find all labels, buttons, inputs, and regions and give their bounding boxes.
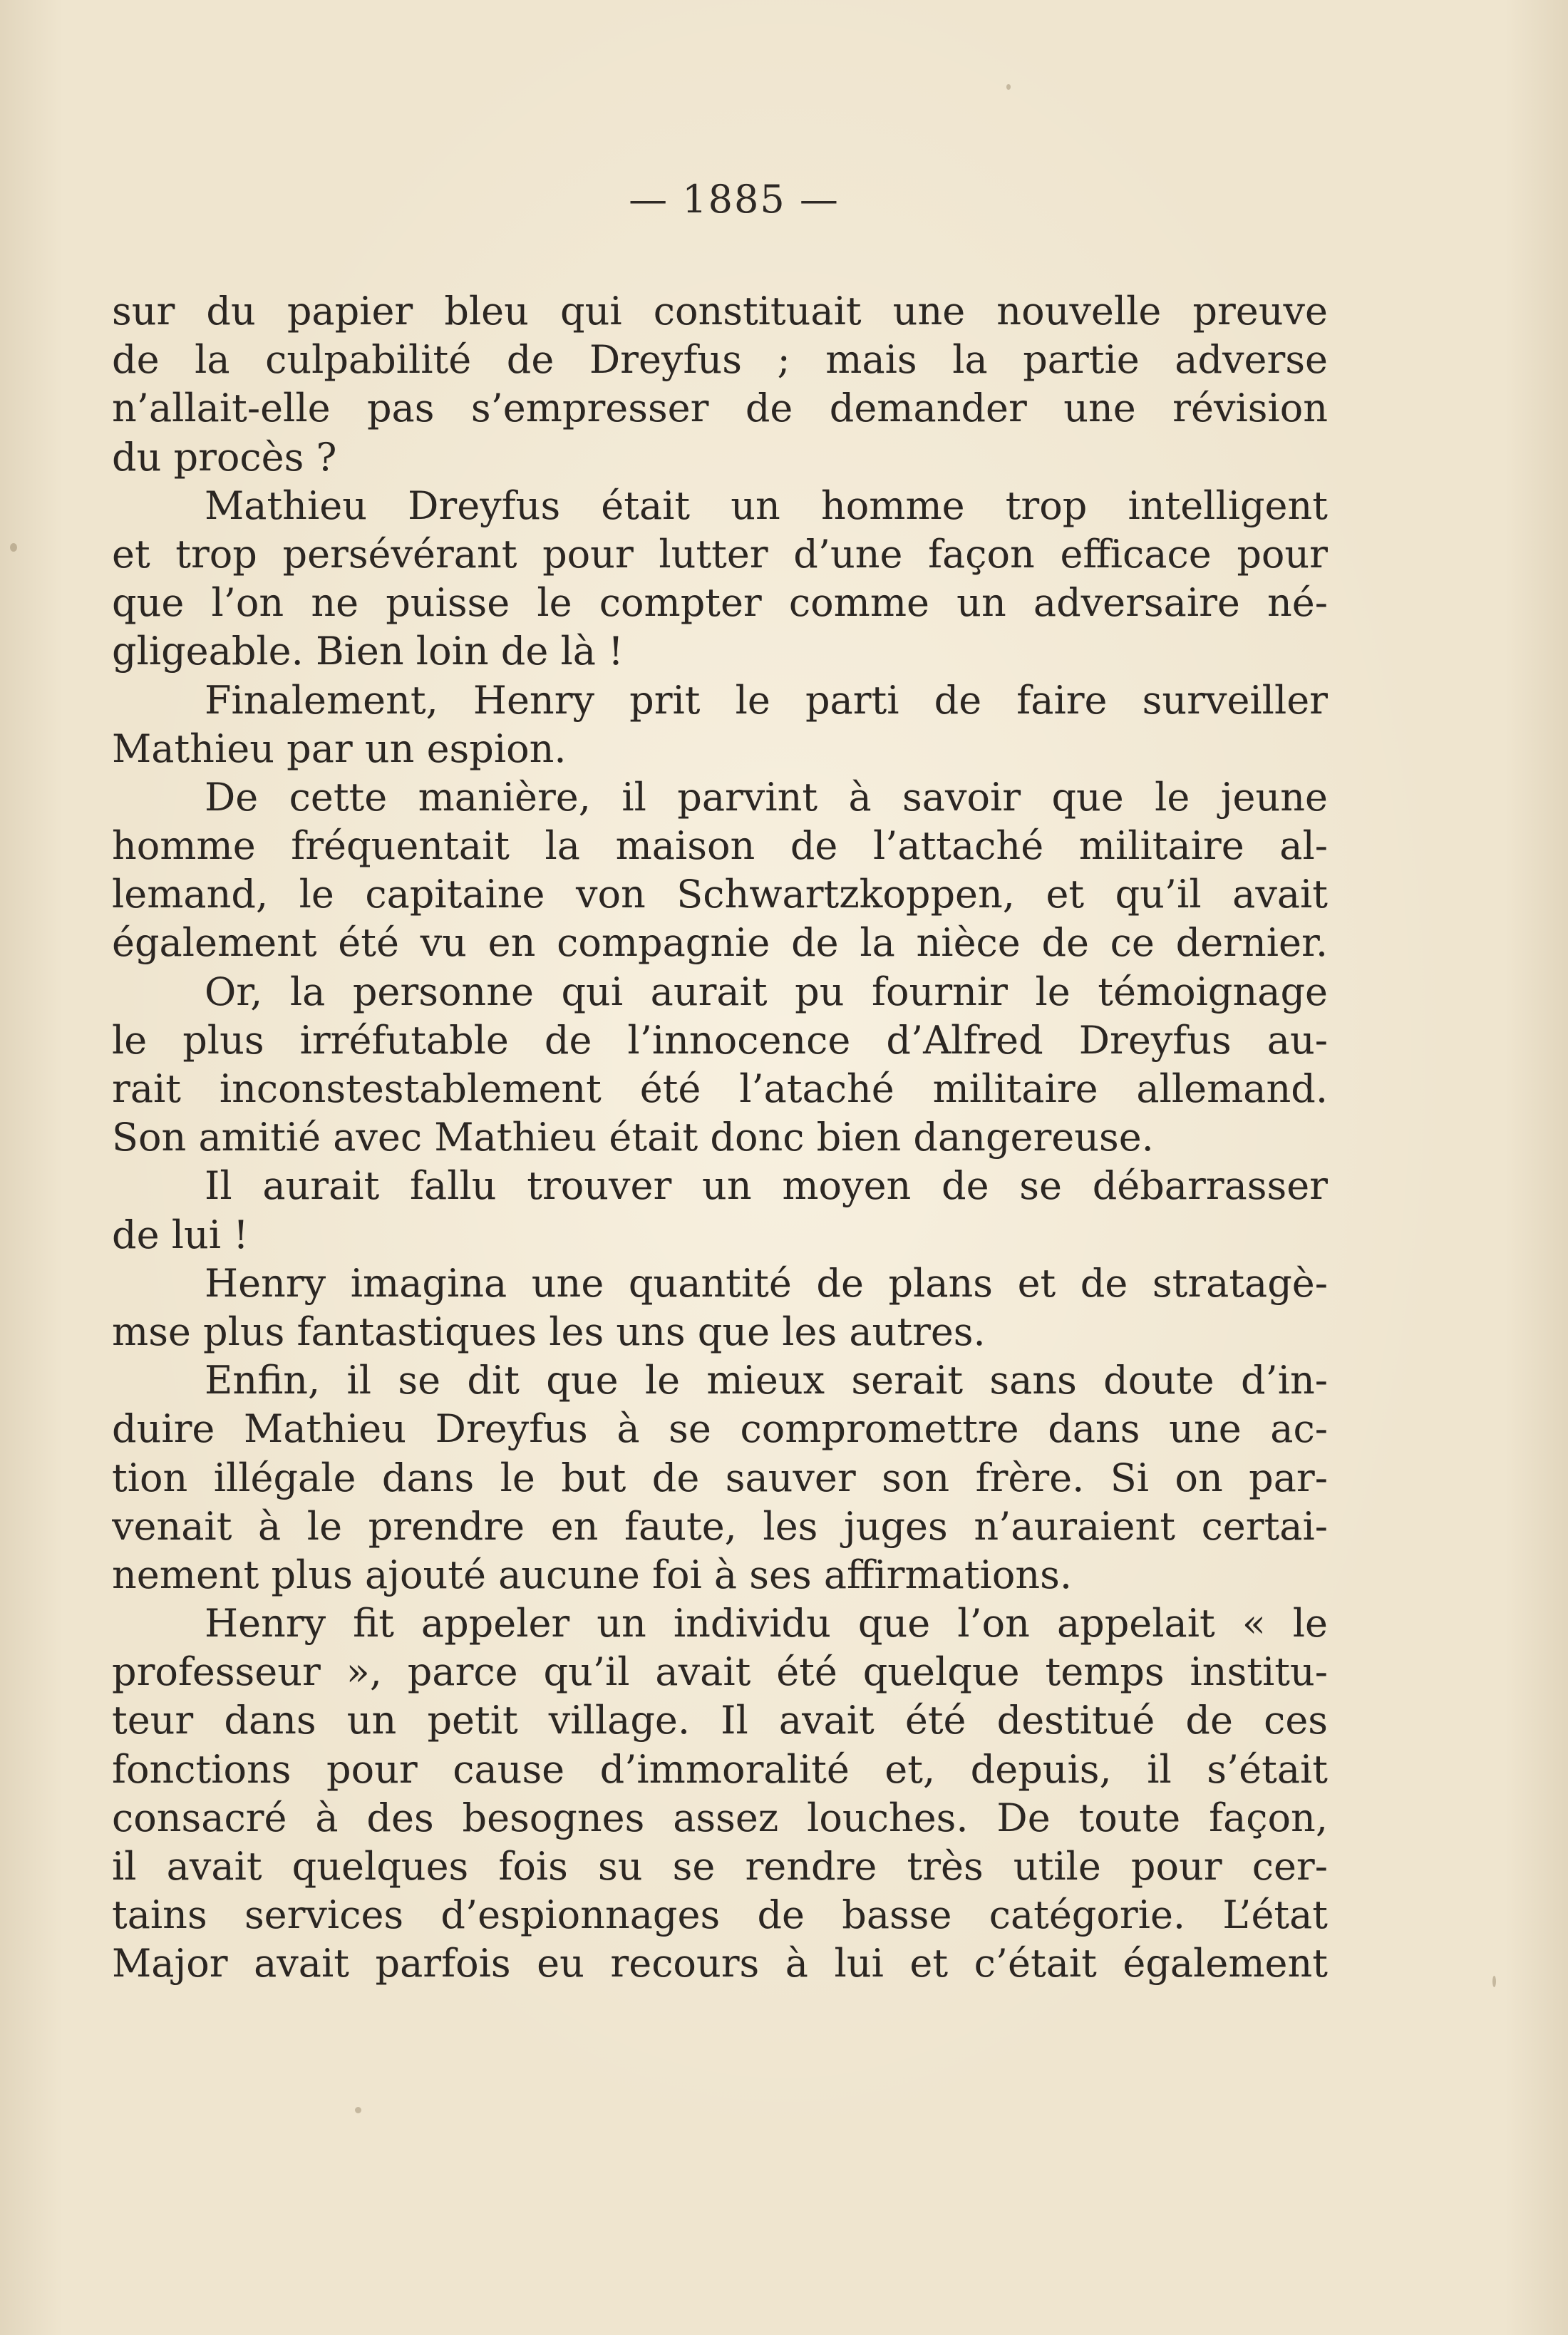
text-line: venait à le prendre en faute, les juges n’auraient certai- (112, 1503, 1328, 1549)
text-line: Son amitié avec Mathieu était donc bien dangereuse. (112, 1115, 1154, 1160)
text-line: et trop persévérant pour lutter d’une façon efficace pour (112, 531, 1328, 577)
text-line: De cette manière, il parvint à savoir que le jeune (205, 774, 1328, 820)
text-line: Henry imagina une quantité de plans et de stratagè- (205, 1260, 1328, 1306)
text-line: Major avait parfois eu recours à lui et c’était également (112, 1941, 1328, 1986)
ink-speck (10, 543, 17, 552)
text-line: nement plus ajouté aucune foi à ses affirmations. (112, 1552, 1072, 1597)
text-line: sur du papier bleu qui constituait une nouvelle preuve (112, 289, 1328, 334)
text-line: professeur », parce qu’il avait été quelque temps institu- (112, 1649, 1328, 1695)
text-line: gligeable. Bien loin de là ! (112, 629, 624, 674)
text-line: Henry fit appeler un individu que l’on appelait « le (205, 1601, 1328, 1646)
text-line: tion illégale dans le but de sauver son frère. Si on par- (112, 1455, 1328, 1500)
text-line: Finalement, Henry prit le parti de faire surveiller (205, 677, 1328, 723)
text-line: de lui ! (112, 1212, 249, 1257)
text-line: du procès ? (112, 434, 337, 480)
text-line: Or, la personne qui aurait pu fournir le témoignage (205, 969, 1328, 1014)
text-line: consacré à des besognes assez louches. De toute façon, (112, 1795, 1328, 1840)
text-line: rait inconstestablement été l’ataché militaire allemand. (112, 1066, 1328, 1111)
text-line: mse plus fantastiques les uns que les autres. (112, 1309, 986, 1354)
text-line: tains services d’espionnages de basse catégorie. L’état (112, 1892, 1328, 1938)
body-text (112, 287, 1328, 1989)
text-line: de la culpabilité de Dreyfus ; mais la partie adverse (112, 337, 1328, 383)
text-line: Mathieu Dreyfus était un homme trop intelligent (205, 483, 1328, 528)
ink-speck (1006, 84, 1011, 90)
text-line: également été vu en compagnie de la nièce de ce dernier. (112, 920, 1328, 966)
text-line: le plus irréfutable de l’innocence d’Alfred Dreyfus au- (112, 1017, 1328, 1063)
text-line: homme fréquentait la maison de l’attaché militaire al- (112, 823, 1328, 869)
ink-speck (355, 2107, 361, 2113)
text-line: duire Mathieu Dreyfus à se compromettre dans une ac- (112, 1406, 1328, 1452)
page-number: — 1885 — (629, 177, 840, 222)
text-line: Enfin, il se dit que le mieux serait sans doute d’in- (205, 1358, 1328, 1403)
text-line: fonctions pour cause d’immoralité et, depuis, il s’était (112, 1746, 1328, 1792)
text-line: Il aurait fallu trouver un moyen de se débarrasser (205, 1163, 1328, 1209)
text-line: Mathieu par un espion. (112, 726, 567, 771)
text-line: que l’on ne puisse le compter comme un adversaire né- (112, 580, 1328, 626)
text-line: teur dans un petit village. Il avait été destitué de ces (112, 1698, 1328, 1743)
text-line: il avait quelques fois su se rendre très utile pour cer- (112, 1844, 1328, 1889)
text-line: lemand, le capitaine von Schwartzkoppen, et qu’il avait (112, 872, 1328, 917)
ink-speck (1492, 1976, 1496, 1987)
text-line: n’allait-elle pas s’empresser de demander une révision (112, 386, 1328, 431)
